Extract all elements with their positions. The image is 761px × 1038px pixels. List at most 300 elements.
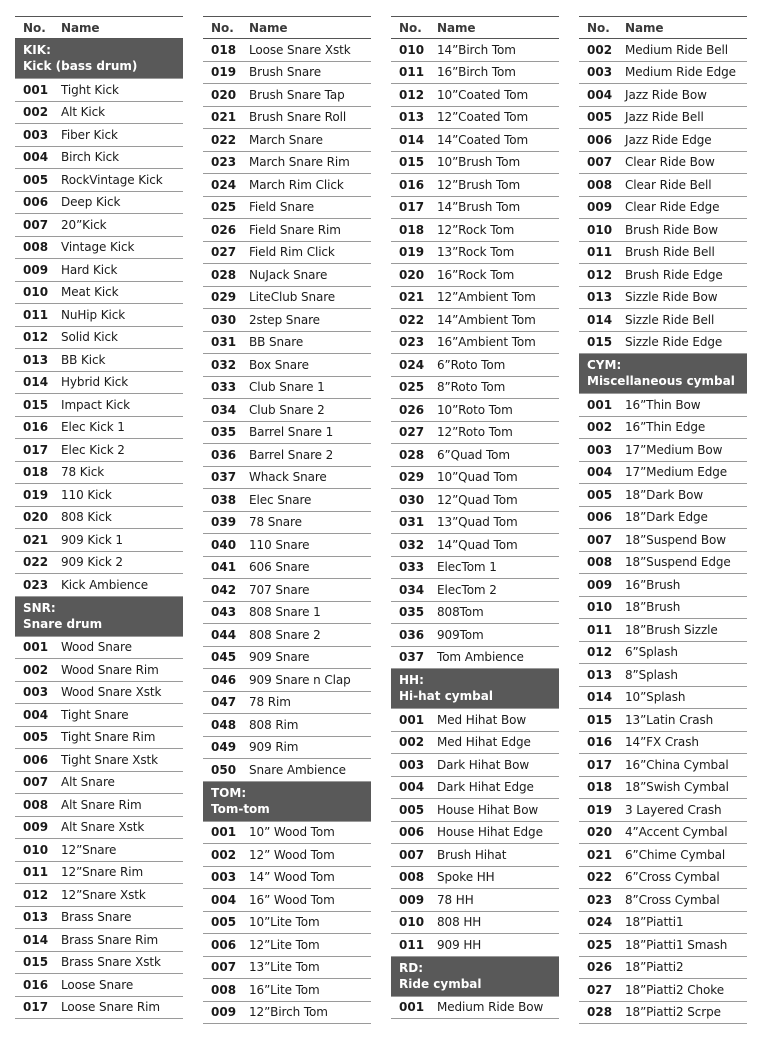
instrument-number: 001: [399, 1000, 425, 1015]
instrument-name: Alt Snare Rim: [61, 797, 142, 812]
table-row: [15, 349, 183, 372]
instrument-name: Brass Snare: [61, 910, 132, 925]
instrument-number: 001: [23, 82, 49, 97]
table-row: [203, 669, 371, 692]
table-row: [15, 439, 183, 462]
table-row: [15, 529, 183, 552]
instrument-name: 909Tom: [437, 627, 484, 642]
instrument-number: 012: [587, 645, 613, 660]
table-row: [391, 467, 559, 490]
table-row: [391, 444, 559, 467]
table-row: [391, 557, 559, 580]
table-row: [391, 62, 559, 85]
instrument-name: Meat Kick: [61, 285, 119, 300]
table-row: [391, 709, 559, 732]
instrument-name: 4”Accent Cymbal: [625, 825, 728, 840]
instrument-name: 909 Kick 1: [61, 532, 123, 547]
header-no: No.: [587, 20, 610, 35]
table-row: [579, 552, 747, 575]
table-row: [15, 214, 183, 237]
instrument-name: Box Snare: [249, 357, 309, 372]
table-row: [579, 394, 747, 417]
instrument-name: Barrel Snare 1: [249, 425, 334, 440]
instrument-number: 014: [23, 375, 49, 390]
instrument-number: 014: [399, 132, 425, 147]
group-title: Tom-tom: [211, 801, 270, 816]
instrument-number: 036: [211, 447, 237, 462]
table-row: [579, 332, 747, 355]
table-row: [391, 489, 559, 512]
instrument-name: 12”Snare Rim: [61, 865, 144, 880]
table-row: [391, 754, 559, 777]
instrument-name: Field Rim Click: [249, 245, 335, 260]
instrument-number: 009: [23, 820, 49, 835]
instrument-name: 12”Brush Tom: [437, 177, 521, 192]
instrument-name: 909 HH: [437, 937, 482, 952]
table-row: [15, 659, 183, 682]
instrument-number: 034: [211, 402, 237, 417]
instrument-number: 004: [23, 150, 49, 165]
instrument-name: 606 Snare: [249, 560, 310, 575]
instrument-number: 006: [587, 132, 613, 147]
table-row: [579, 62, 747, 85]
instrument-name: 18”Suspend Edge: [625, 555, 731, 570]
instrument-name: 18”Swish Cymbal: [625, 780, 729, 795]
instrument-number: 003: [587, 65, 613, 80]
instrument-name: 12”Snare Xstk: [61, 887, 146, 902]
instrument-number: 003: [23, 685, 49, 700]
instrument-number: 035: [399, 605, 425, 620]
instrument-name: 10”Brush Tom: [437, 155, 521, 170]
table-row: [15, 552, 183, 575]
table-row: [391, 287, 559, 310]
table-row: [579, 107, 747, 130]
instrument-name: 16”Birch Tom: [437, 65, 516, 80]
table-row: [579, 709, 747, 732]
table-row: [579, 732, 747, 755]
instrument-name: Field Snare: [249, 200, 315, 215]
header-name: Name: [437, 20, 476, 35]
instrument-number: 003: [23, 127, 49, 142]
table-row: [579, 197, 747, 220]
instrument-name: 8”Cross Cymbal: [625, 892, 720, 907]
instrument-name: 13”Lite Tom: [249, 960, 320, 975]
instrument-name: 808 Rim: [249, 717, 299, 732]
instrument-number: 023: [587, 892, 613, 907]
instrument-number: 036: [399, 627, 425, 642]
instrument-name: Clear Ride Bow: [625, 155, 715, 170]
instrument-name: Elec Kick 2: [61, 442, 125, 457]
instrument-number: 019: [399, 245, 425, 260]
instrument-name: Brass Snare Rim: [61, 932, 159, 947]
table-row: [579, 242, 747, 265]
instrument-number: 008: [587, 555, 613, 570]
table-row: [15, 394, 183, 417]
table-row: [579, 529, 747, 552]
table-header: [579, 16, 747, 39]
instrument-name: 12”Coated Tom: [437, 110, 529, 125]
table-row: [391, 377, 559, 400]
instrument-name: Wood Snare Rim: [61, 662, 159, 677]
table-row: [579, 754, 747, 777]
table-row: [203, 624, 371, 647]
instrument-name: 16” Wood Tom: [249, 892, 335, 907]
instrument-name: 6”Cross Cymbal: [625, 870, 720, 885]
instrument-name: 909 Rim: [249, 740, 299, 755]
table-header: [15, 16, 183, 39]
instrument-name: Loose Snare: [61, 977, 134, 992]
instrument-name: 13”Latin Crash: [625, 712, 714, 727]
instrument-number: 012: [23, 887, 49, 902]
table-row: [579, 309, 747, 332]
instrument-number: 017: [399, 200, 425, 215]
instrument-number: 008: [399, 870, 425, 885]
instrument-name: Tight Snare: [61, 707, 129, 722]
instrument-name: Hard Kick: [61, 262, 118, 277]
instrument-number: 006: [399, 825, 425, 840]
table-column: [391, 16, 559, 1019]
instrument-name: Jazz Ride Bell: [625, 110, 704, 125]
instrument-name: Brush Ride Bow: [625, 222, 718, 237]
instrument-name: 110 Snare: [249, 537, 310, 552]
instrument-number: 017: [23, 442, 49, 457]
table-row: [579, 844, 747, 867]
instrument-number: 013: [587, 290, 613, 305]
table-row: [15, 574, 183, 597]
instrument-number: 029: [399, 470, 425, 485]
table-row: [579, 1002, 747, 1025]
instrument-name: 808 Kick: [61, 510, 112, 525]
instrument-number: 022: [587, 870, 613, 885]
instrument-name: Sizzle Ride Bow: [625, 290, 718, 305]
table-row: [15, 682, 183, 705]
table-row: [391, 799, 559, 822]
instrument-name: 16”Thin Bow: [625, 397, 701, 412]
instrument-name: 12”Birch Tom: [249, 1005, 328, 1020]
table-row: [391, 84, 559, 107]
table-row: [391, 934, 559, 957]
instrument-number: 002: [587, 42, 613, 57]
table-row: [203, 264, 371, 287]
table-row: [203, 467, 371, 490]
instrument-name: 18”Piatti2 Choke: [625, 982, 724, 997]
table-row: [579, 687, 747, 710]
instrument-name: BB Kick: [61, 352, 106, 367]
instrument-number: 002: [23, 105, 49, 120]
table-row: [203, 822, 371, 845]
instrument-name: 18”Suspend Bow: [625, 532, 726, 547]
instrument-name: 18”Brush Sizzle: [625, 622, 718, 637]
table-row: [15, 817, 183, 840]
instrument-name: 10”Lite Tom: [249, 915, 320, 930]
table-row: [579, 417, 747, 440]
instrument-number: 006: [587, 510, 613, 525]
table-row: [15, 484, 183, 507]
instrument-number: 044: [211, 627, 237, 642]
instrument-name: 18”Piatti2 Scrpe: [625, 1005, 721, 1020]
table-row: [579, 84, 747, 107]
instrument-number: 004: [587, 465, 613, 480]
instrument-number: 033: [399, 560, 425, 575]
table-row: [15, 237, 183, 260]
instrument-number: 010: [399, 915, 425, 930]
table-row: [391, 512, 559, 535]
table-row: [579, 889, 747, 912]
instrument-name: Tom Ambience: [437, 650, 524, 665]
table-row: [579, 174, 747, 197]
instrument-number: 016: [587, 735, 613, 750]
table-row: [391, 647, 559, 670]
instrument-number: 035: [211, 425, 237, 440]
instrument-number: 013: [587, 667, 613, 682]
instrument-name: 12”Roto Tom: [437, 425, 513, 440]
instrument-number: 015: [587, 712, 613, 727]
table-row: [391, 422, 559, 445]
instrument-number: 023: [399, 335, 425, 350]
instrument-name: 18”Piatti1 Smash: [625, 937, 728, 952]
instrument-number: 011: [23, 865, 49, 880]
table-row: [391, 332, 559, 355]
instrument-number: 025: [399, 380, 425, 395]
table-row: [579, 867, 747, 890]
table-row: [203, 39, 371, 62]
table-row: [203, 934, 371, 957]
instrument-number: 015: [587, 335, 613, 350]
instrument-name: Brush Snare Tap: [249, 87, 345, 102]
table-row: [203, 692, 371, 715]
table-row: [203, 399, 371, 422]
instrument-number: 032: [399, 537, 425, 552]
instrument-number: 005: [399, 802, 425, 817]
header-name: Name: [61, 20, 100, 35]
instrument-name: 20”Kick: [61, 217, 107, 232]
table-row: [203, 602, 371, 625]
instrument-number: 024: [399, 357, 425, 372]
instrument-number: 012: [587, 267, 613, 282]
instrument-number: 016: [23, 420, 49, 435]
table-row: [391, 242, 559, 265]
table-row: [203, 534, 371, 557]
instrument-number: 038: [211, 492, 237, 507]
instrument-number: 003: [211, 870, 237, 885]
table-row: [15, 952, 183, 975]
instrument-number: 022: [211, 132, 237, 147]
instrument-number: 011: [587, 245, 613, 260]
instrument-name: Dark Hihat Edge: [437, 780, 534, 795]
instrument-number: 002: [211, 847, 237, 862]
instrument-number: 012: [23, 330, 49, 345]
instrument-number: 023: [211, 155, 237, 170]
table-row: [579, 264, 747, 287]
table-row: [391, 602, 559, 625]
table-row: [203, 714, 371, 737]
instrument-name: Dark Hihat Bow: [437, 757, 530, 772]
group-code: HH:: [399, 673, 424, 687]
instrument-number: 011: [587, 622, 613, 637]
table-row: [391, 39, 559, 62]
table-row: [203, 557, 371, 580]
instrument-number: 011: [23, 307, 49, 322]
instrument-name: 110 Kick: [61, 487, 112, 502]
instrument-number: 005: [211, 915, 237, 930]
group-title: Ride cymbal: [399, 976, 482, 991]
instrument-name: 14”Coated Tom: [437, 132, 529, 147]
instrument-name: 10”Coated Tom: [437, 87, 529, 102]
table-row: [15, 929, 183, 952]
table-header: [203, 16, 371, 39]
table-row: [391, 399, 559, 422]
instrument-name: Medium Ride Bow: [437, 1000, 544, 1015]
instrument-name: RockVintage Kick: [61, 172, 163, 187]
instrument-number: 026: [399, 402, 425, 417]
instrument-name: 10”Quad Tom: [437, 470, 518, 485]
table-row: [203, 512, 371, 535]
instrument-number: 041: [211, 560, 237, 575]
instrument-name: Clear Ride Bell: [625, 177, 712, 192]
table-column: [579, 16, 747, 1024]
table-row: [579, 642, 747, 665]
table-row: [15, 79, 183, 102]
table-row: [203, 912, 371, 935]
instrument-name: 6”Splash: [625, 645, 678, 660]
table-row: [203, 979, 371, 1002]
instrument-name: Brush Snare: [249, 65, 321, 80]
instrument-number: 018: [23, 465, 49, 480]
instrument-name: Field Snare Rim: [249, 222, 341, 237]
group-heading: [203, 782, 371, 822]
instrument-name: Elec Kick 1: [61, 420, 125, 435]
table-row: [15, 124, 183, 147]
instrument-number: 020: [211, 87, 237, 102]
instrument-name: 16”China Cymbal: [625, 757, 729, 772]
table-row: [203, 84, 371, 107]
instrument-name: Solid Kick: [61, 330, 118, 345]
table-row: [203, 489, 371, 512]
table-row: [203, 422, 371, 445]
header-name: Name: [249, 20, 288, 35]
instrument-name: 78 Snare: [249, 515, 302, 530]
instrument-name: 6”Roto Tom: [437, 357, 506, 372]
table-row: [391, 129, 559, 152]
instrument-name: 16”Ambient Tom: [437, 335, 536, 350]
table-row: [391, 579, 559, 602]
table-row: [391, 844, 559, 867]
instrument-number: 007: [211, 960, 237, 975]
instrument-number: 010: [587, 222, 613, 237]
group-code: SNR:: [23, 600, 56, 615]
table-row: [579, 597, 747, 620]
instrument-number: 018: [211, 42, 237, 57]
table-row: [203, 309, 371, 332]
table-row: [15, 282, 183, 305]
instrument-number: 026: [587, 960, 613, 975]
table-row: [203, 219, 371, 242]
instrument-number: 034: [399, 582, 425, 597]
instrument-name: House Hihat Bow: [437, 802, 539, 817]
instrument-number: 002: [399, 735, 425, 750]
table-row: [203, 889, 371, 912]
instrument-number: 026: [211, 222, 237, 237]
instrument-name: Wood Snare Xstk: [61, 685, 162, 700]
instrument-name: Med Hihat Bow: [437, 712, 527, 727]
group-code: CYM:: [587, 358, 622, 372]
instrument-name: Kick Ambience: [61, 577, 149, 592]
table-row: [15, 974, 183, 997]
table-row: [15, 417, 183, 440]
instrument-number: 037: [211, 470, 237, 485]
instrument-number: 002: [23, 662, 49, 677]
table-row: [15, 862, 183, 885]
table-row: [15, 637, 183, 660]
table-row: [15, 839, 183, 862]
table-row: [15, 304, 183, 327]
instrument-number: 025: [587, 937, 613, 952]
instrument-number: 017: [587, 757, 613, 772]
table-row: [579, 39, 747, 62]
instrument-number: 020: [23, 510, 49, 525]
instrument-number: 020: [587, 825, 613, 840]
group-title: Miscellaneous cymbal: [587, 374, 735, 388]
instrument-name: LiteClub Snare: [249, 290, 336, 305]
instrument-name: Sizzle Ride Edge: [625, 335, 723, 350]
instrument-name: 12”Ambient Tom: [437, 290, 536, 305]
instrument-number: 003: [399, 757, 425, 772]
instrument-number: 008: [211, 982, 237, 997]
instrument-number: 008: [23, 797, 49, 812]
instrument-number: 028: [587, 1005, 613, 1020]
header-no: No.: [23, 20, 46, 35]
instrument-name: 14”Ambient Tom: [437, 312, 536, 327]
instrument-name: 8”Splash: [625, 667, 678, 682]
table-row: [391, 174, 559, 197]
group-title: Snare drum: [23, 616, 103, 631]
instrument-name: 14”Quad Tom: [437, 537, 518, 552]
instrument-number: 021: [23, 532, 49, 547]
instrument-number: 025: [211, 200, 237, 215]
instrument-name: Loose Snare Xstk: [249, 42, 351, 57]
instrument-name: 6”Quad Tom: [437, 447, 511, 462]
instrument-name: 13”Quad Tom: [437, 515, 518, 530]
instrument-name: 18”Dark Bow: [625, 487, 704, 502]
table-row: [579, 619, 747, 642]
table-row: [579, 957, 747, 980]
instrument-number: 013: [399, 110, 425, 125]
group-title: Hi-hat cymbal: [399, 689, 493, 703]
instrument-name: Wood Snare: [61, 640, 132, 655]
table-row: [391, 107, 559, 130]
table-row: [579, 287, 747, 310]
instrument-number: 019: [587, 802, 613, 817]
table-row: [15, 462, 183, 485]
table-row: [579, 507, 747, 530]
table-row: [579, 664, 747, 687]
instrument-number: 022: [399, 312, 425, 327]
instrument-number: 031: [211, 335, 237, 350]
instrument-name: 13”Rock Tom: [437, 245, 515, 260]
instrument-number: 001: [23, 640, 49, 655]
instrument-name: 10”Splash: [625, 690, 686, 705]
instrument-name: Brush Ride Edge: [625, 267, 723, 282]
instrument-number: 009: [23, 262, 49, 277]
table-row: [391, 219, 559, 242]
instrument-number: 031: [399, 515, 425, 530]
instrument-number: 010: [23, 842, 49, 857]
instrument-name: 16”Brush: [625, 577, 681, 592]
instrument-name: Elec Snare: [249, 492, 312, 507]
instrument-name: BB Snare: [249, 335, 304, 350]
instrument-number: 020: [399, 267, 425, 282]
table-column: [15, 16, 183, 1019]
